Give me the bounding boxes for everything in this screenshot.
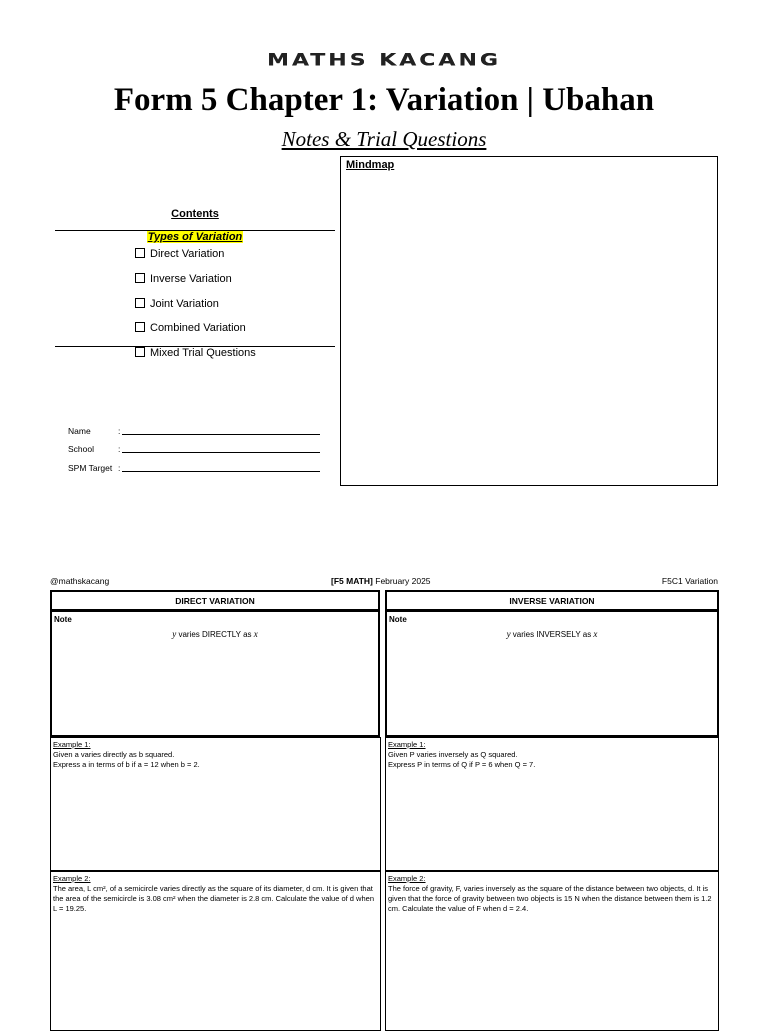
header-month: February 2025	[375, 576, 431, 586]
field-separator: :	[118, 463, 121, 473]
field-separator: :	[118, 444, 121, 454]
field-label: School	[68, 444, 94, 454]
field-line[interactable]	[122, 452, 320, 453]
note-variable: y	[506, 629, 511, 639]
note-phrase: varies DIRECTLY as	[176, 630, 254, 639]
mindmap-label: Mindmap	[346, 159, 395, 171]
contents-title: Contents	[171, 208, 219, 220]
example-title: Example 1:	[388, 740, 426, 749]
direct-note-box	[50, 610, 380, 737]
inverse-variation-heading: INVERSE VARIATION	[385, 590, 719, 611]
checkbox-icon[interactable]	[135, 347, 145, 357]
example-title: Example 1:	[53, 740, 91, 749]
mindmap-box	[340, 156, 718, 486]
spm-target-field[interactable]	[68, 463, 320, 473]
example-text: Express P in terms of Q if P = 6 when Q = 7.	[388, 760, 536, 769]
direct-variation-heading: DIRECT VARIATION	[50, 590, 380, 611]
example-text: Given P varies inversely as Q squared.	[388, 750, 518, 759]
contents-item-label: Combined Variation	[150, 322, 246, 334]
direct-example-1	[50, 737, 381, 871]
contents-item-label: Inverse Variation	[150, 273, 232, 285]
types-of-variation-label: Types of Variation	[147, 231, 243, 243]
contents-item-combined[interactable]	[135, 322, 246, 334]
contents-item-mixed[interactable]	[135, 347, 256, 359]
note-variable: x	[253, 629, 258, 639]
checkbox-icon[interactable]	[135, 322, 145, 332]
header-subject: [F5 MATH]	[331, 576, 373, 586]
page-title: Form 5 Chapter 1: Variation | Ubahan	[113, 82, 655, 118]
field-line[interactable]	[122, 434, 320, 435]
example-text: Express a in terms of b if a = 12 when b = 2.	[53, 760, 200, 769]
contents-item-joint[interactable]	[135, 298, 219, 310]
inverse-note-label: Note	[389, 615, 407, 624]
field-line[interactable]	[122, 471, 320, 472]
school-field[interactable]	[68, 444, 320, 454]
checkbox-icon[interactable]	[135, 273, 145, 283]
example-text: Given a varies directly as b squared.	[53, 750, 175, 759]
inverse-note-text	[387, 629, 717, 639]
note-variable: y	[172, 629, 177, 639]
header-handle: @mathskacang	[50, 576, 110, 586]
example-text: The area, L cm², of a semicircle varies directly as the square of its diameter, d cm. It is given that the area of the semicircle is 3.08 cm² when the diameter is 2.8 cm. Calculate the value of d when L = 19.25.	[53, 884, 374, 913]
logo: MATHS KACANG	[267, 51, 501, 70]
checkbox-icon[interactable]	[135, 298, 145, 308]
field-label: Name	[68, 426, 91, 436]
inverse-example-2	[385, 871, 719, 1031]
field-label: SPM Target	[68, 463, 113, 473]
field-separator: :	[118, 426, 121, 436]
direct-note-label: Note	[54, 615, 72, 624]
note-phrase: varies INVERSELY as	[510, 630, 594, 639]
example-title: Example 2:	[53, 874, 91, 883]
checkbox-icon[interactable]	[135, 248, 145, 258]
contents-item-direct[interactable]	[135, 248, 224, 260]
direct-note-text	[52, 629, 378, 639]
contents-item-label: Direct Variation	[150, 248, 225, 260]
name-field[interactable]	[68, 426, 320, 436]
inverse-example-1	[385, 737, 719, 871]
note-variable: x	[593, 629, 598, 639]
inverse-note-box	[385, 610, 719, 737]
example-title: Example 2:	[388, 874, 426, 883]
direct-example-2	[50, 871, 381, 1031]
example-text: The force of gravity, F, varies inversely as the square of the distance between two objects, d. It is given that the force of gravity between two objects is 15 N when the distance between them is 1.2 cm. Calculate the value of F when d = 2.4.	[388, 884, 712, 913]
page-subtitle: Notes & Trial Questions	[281, 127, 487, 151]
types-of-variation-heading	[55, 231, 335, 243]
header-chapter: F5C1 Variation	[661, 576, 718, 586]
contents-item-inverse[interactable]	[135, 273, 232, 285]
contents-item-label: Mixed Trial Questions	[150, 347, 256, 359]
header-date	[331, 576, 431, 586]
contents-item-label: Joint Variation	[150, 298, 219, 310]
